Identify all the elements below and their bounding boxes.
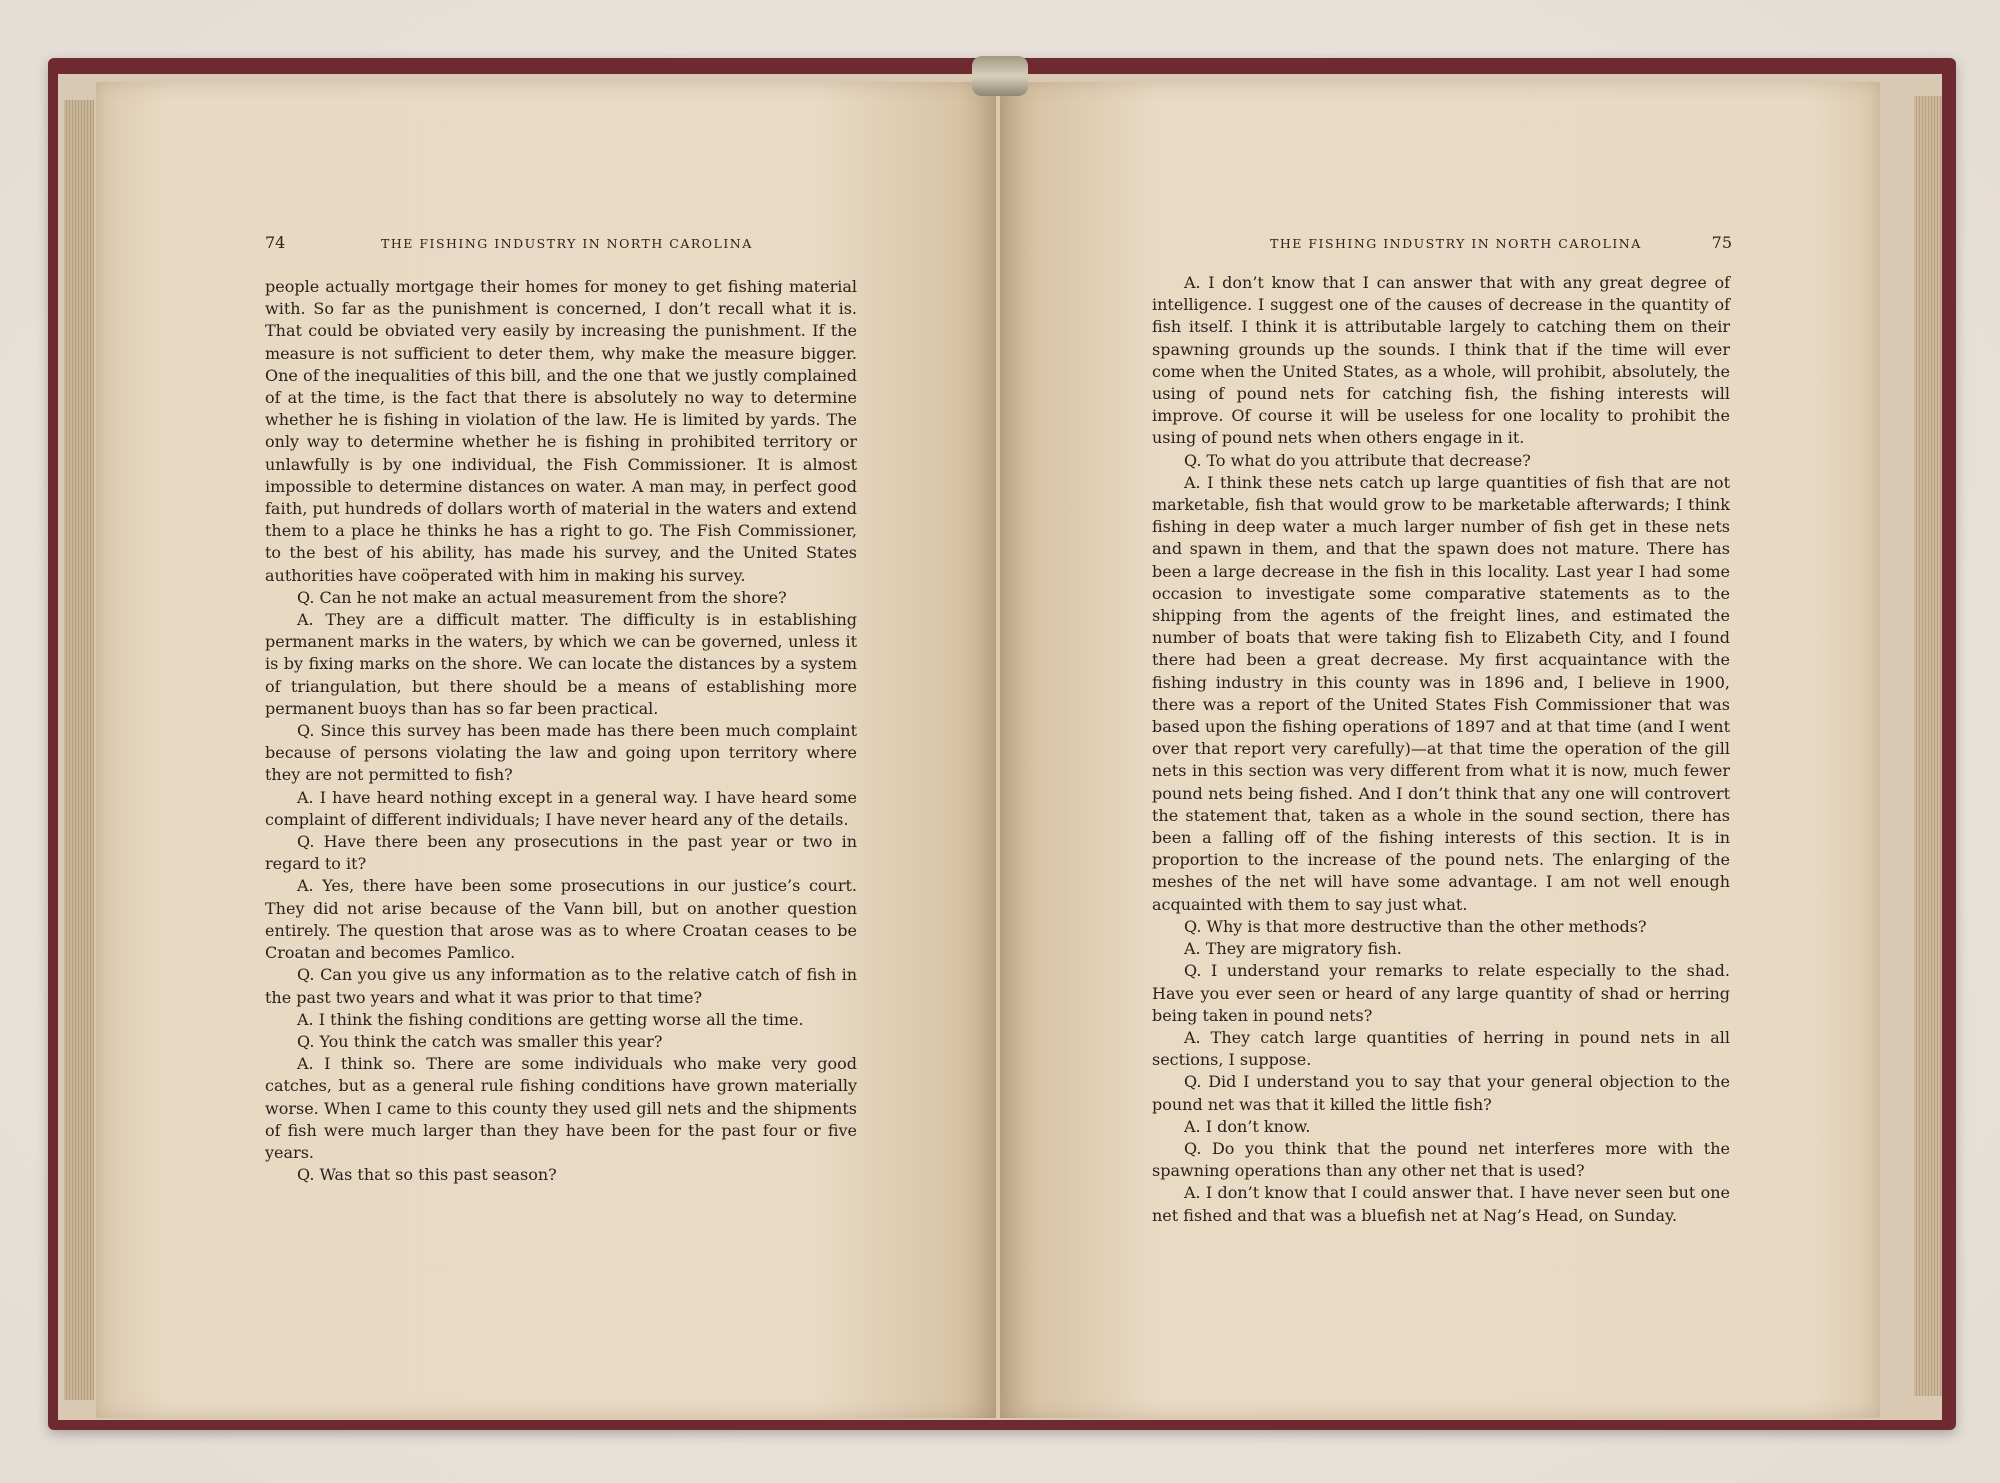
paragraph: Q. Have there been any prosecutions in the past year or two in regard to it? (265, 832, 857, 874)
paragraph: people actually mortgage their homes for money to get fishing material with. So far as the punishment is concerned, I don’t recall what it is. That could be obviated very easily by increasing the punishment. If the measure is not sufficient to deter them, why make the measure bigger. One of the inequalities of this bill, and the one that we justly complained of at the time, is the fact that there is absolutely no way to determine whether he is fishing in violation of the law. He is limited by yards. The only way to determine whether he is fishing in prohibited territory or unlawfully is by one individual, the Fish Commissioner. It is almost impossible to determine distances on water. A man may, in perfect good faith, put hundreds of dollars worth of material in the waters and extend them to a place he thinks he has a right to go. The Fish Commissioner, to the best of his ability, has made his survey, and the United States authorities have coöperated with him in making his survey. (265, 277, 857, 585)
paragraph: A. I don’t know that I can answer that with any great degree of intelligence. I suggest one of the causes of decrease in the quantity of fish itself. I think it is attributable largely to catching them on their spawning grounds up the sounds. I think that if the time will ever come when the United States, as a whole, will prohibit, absolutely, the using of pound nets for catching fish, the fishing interests will improve. Of course it will be useless for one locality to prohibit the using of pound nets when others engage in it. (1152, 273, 1730, 448)
left-running-header (265, 233, 860, 260)
book-spine (972, 56, 1028, 96)
left-page-text (265, 276, 857, 1186)
paragraph: Q. I understand your remarks to relate especially to the shad. Have you ever seen or heard of any large quantity of shad or herring being taken in pound nets? (1152, 961, 1730, 1025)
paragraph: A. I think the fishing conditions are getting worse all the time. (297, 1009, 804, 1029)
right-page-text (1152, 272, 1730, 1227)
paragraph: Q. Why is that more destructive than the other methods? (1184, 916, 1647, 936)
paragraph: A. I don’t know that I could answer that. I have never seen but one net fished and that was a bluefish net at Nag’s Head, on Sunday. (1152, 1183, 1730, 1225)
paragraph: A. I have heard nothing except in a general way. I have heard some complaint of different individuals; I have never heard any of the details. (265, 787, 857, 829)
paragraph: A. I don’t know. (1184, 1116, 1311, 1136)
paragraph: Q. Since this survey has been made has there been much complaint because of persons violating the law and going upon territory where they are not permitted to fish? (265, 721, 857, 785)
paragraph: A. They are a difficult matter. The difficulty is in establishing permanent marks in the waters, by which we can be governed, unless it is by fixing marks on the shore. We can locate the distances by a system of triangulation, but there should be a means of establishing more permanent buoys than has so far been practical. (265, 610, 857, 718)
right-page-number: 75 (1711, 233, 1732, 252)
paragraph: Q. Do you think that the pound net interferes more with the spawning operations than any other net that is used? (1152, 1138, 1730, 1181)
paragraph: A. Yes, there have been some prosecutions in our justice’s court. They did not arise because of the Vann bill, but on another question entirely. The question that arose was as to where Croatan ceases to be Croatan and becomes Pamlico. (265, 876, 857, 963)
paragraph: Q. To what do you attribute that decrease? (1184, 450, 1531, 470)
right-page-edges (1914, 96, 1942, 1396)
left-page-edges (64, 100, 94, 1400)
paragraph: Q. You think the catch was smaller this year? (297, 1031, 663, 1051)
paragraph: A. I think these nets catch up large quantities of fish that are not marketable, fish that would grow to be marketable afterwards; I think fishing in deep water a much larger number of fish get in these nets and spawn in them, and that the spawn does not mature. There has been a large decrease in the fish in this locality. Last year I had some occasion to investigate some comparative statements as to the shipping from the agents of the freight lines, and estimated the number of boats that were taking fish to Elizabeth City, and I found there had been a great decrease. My first acquaintance with the fishing industry in this county was in 1896 and, I believe in 1900, there was a report of the United States Fish Commissioner that was based upon the fishing operations of 1897 and at that time (and I went over that report very carefully)—at that time the operation of the gill nets in this section was very different from what it is now, much fewer pound nets being fished. And I don’t think that any one will controvert the statement that, taken as a whole in the sound section, there has been a falling off of the fishing interests of this section. It is in proportion to the increase of the pound nets. The enlarging of the meshes of the net will have some advantage. I am not well enough acquainted with them to say just what. (1152, 472, 1730, 914)
paragraph: Q. Did I understand you to say that your general objection to the pound net was that it killed the little fish? (1152, 1072, 1730, 1114)
paragraph: Q. Can he not make an actual measurement from the shore? (297, 587, 787, 607)
paragraph: A. They are migratory fish. (1184, 939, 1402, 959)
right-running-head: THE FISHING INDUSTRY IN NORTH CAROLINA (1270, 236, 1642, 251)
paragraph: Q. Was that so this past season? (297, 1165, 557, 1185)
paragraph: A. I think so. There are some individuals who make very good catches, but as a general rule fishing conditions have grown materially worse. When I came to this county they used gill nets and the shipments of fish were much larger than they have been for the past four or five years. (265, 1054, 857, 1162)
left-running-head: THE FISHING INDUSTRY IN NORTH CAROLINA (381, 236, 753, 251)
right-running-header (1152, 233, 1732, 260)
paragraph: A. They catch large quantities of herring in pound nets in all sections, I suppose. (1152, 1027, 1730, 1070)
left-page-number: 74 (265, 233, 286, 252)
paragraph: Q. Can you give us any information as to the relative catch of fish in the past two years and what it was prior to that time? (265, 965, 857, 1007)
